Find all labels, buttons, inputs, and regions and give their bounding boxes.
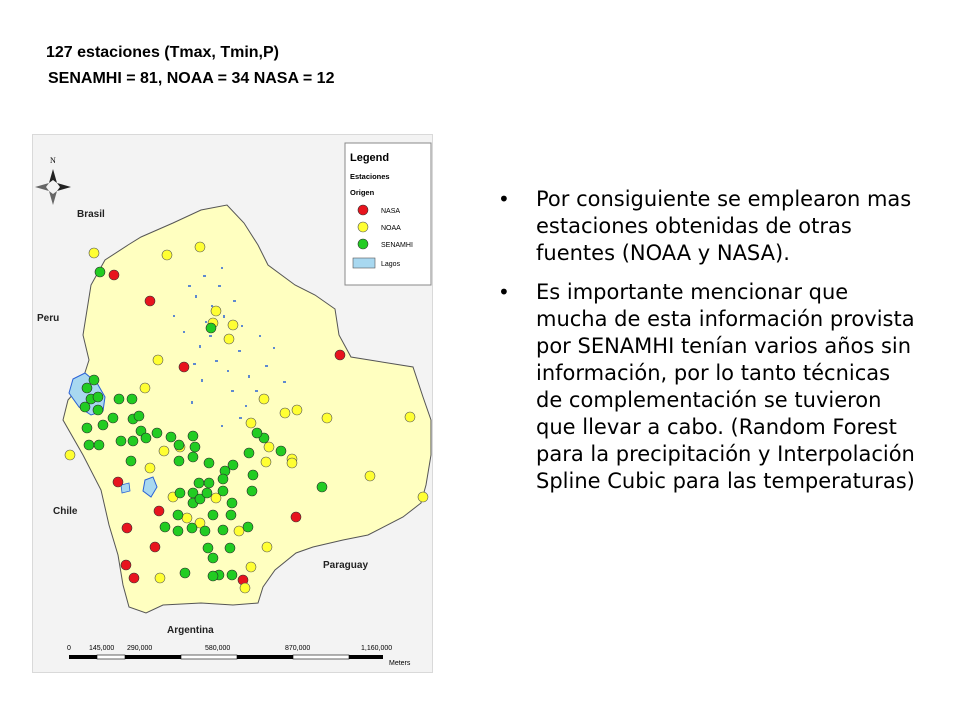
station-senamhi bbox=[225, 543, 235, 553]
station-senamhi bbox=[228, 460, 238, 470]
station-senamhi bbox=[190, 442, 200, 452]
station-senamhi bbox=[276, 446, 286, 456]
station-senamhi bbox=[180, 568, 190, 578]
legend-title: Legend bbox=[350, 152, 390, 164]
station-noaa bbox=[292, 405, 302, 415]
station-senamhi bbox=[202, 488, 212, 498]
station-senamhi bbox=[93, 392, 103, 402]
station-senamhi bbox=[95, 267, 105, 277]
station-senamhi bbox=[244, 448, 254, 458]
station-senamhi bbox=[206, 323, 216, 333]
station-nasa bbox=[291, 512, 301, 522]
station-senamhi bbox=[204, 478, 214, 488]
station-nasa bbox=[335, 350, 345, 360]
station-senamhi bbox=[174, 456, 184, 466]
station-noaa bbox=[405, 412, 415, 422]
station-senamhi bbox=[227, 498, 237, 508]
station-noaa bbox=[287, 458, 297, 468]
title-line-sources: SENAMHI = 81, NOAA = 34 NASA = 12 bbox=[48, 70, 335, 87]
station-senamhi bbox=[116, 436, 126, 446]
station-map bbox=[32, 134, 433, 673]
station-senamhi bbox=[128, 436, 138, 446]
station-senamhi bbox=[93, 405, 103, 415]
map-canvas bbox=[33, 135, 432, 672]
scale-tick: 0 bbox=[67, 645, 71, 652]
legend-label-lagos: Lagos bbox=[381, 261, 401, 268]
scale-seg bbox=[69, 655, 97, 659]
station-senamhi bbox=[208, 571, 218, 581]
station-senamhi bbox=[218, 486, 228, 496]
station-senamhi bbox=[200, 526, 210, 536]
station-senamhi bbox=[204, 458, 214, 468]
scale-seg bbox=[181, 655, 237, 659]
station-noaa bbox=[145, 463, 155, 473]
legend-swatch-senamhi bbox=[358, 239, 368, 249]
station-noaa bbox=[195, 242, 205, 252]
station-senamhi bbox=[226, 510, 236, 520]
station-noaa bbox=[228, 320, 238, 330]
legend-swatch-nasa bbox=[358, 205, 368, 215]
station-noaa bbox=[65, 450, 75, 460]
station-senamhi bbox=[208, 510, 218, 520]
label-paraguay: Paraguay bbox=[323, 560, 369, 571]
station-senamhi bbox=[134, 411, 144, 421]
bullet-list bbox=[496, 186, 916, 507]
station-noaa bbox=[162, 250, 172, 260]
station-nasa bbox=[145, 296, 155, 306]
slide-title bbox=[44, 40, 334, 92]
station-senamhi bbox=[188, 452, 198, 462]
station-noaa bbox=[259, 394, 269, 404]
station-noaa bbox=[365, 471, 375, 481]
station-senamhi bbox=[82, 383, 92, 393]
legend-label-nasa: NASA bbox=[381, 208, 401, 215]
station-nasa bbox=[121, 560, 131, 570]
station-senamhi bbox=[317, 482, 327, 492]
station-nasa bbox=[109, 270, 119, 280]
map-legend bbox=[345, 143, 431, 285]
station-senamhi bbox=[127, 394, 137, 404]
station-noaa bbox=[246, 418, 256, 428]
station-senamhi bbox=[84, 440, 94, 450]
scale-seg bbox=[349, 655, 383, 659]
scale-tick: 290,000 bbox=[127, 645, 153, 652]
legend-subtitle: Estaciones bbox=[350, 172, 390, 181]
station-noaa bbox=[418, 492, 428, 502]
bullet-item bbox=[496, 279, 916, 495]
station-senamhi bbox=[227, 570, 237, 580]
station-senamhi bbox=[208, 553, 218, 563]
station-senamhi bbox=[173, 510, 183, 520]
station-senamhi bbox=[174, 440, 184, 450]
label-chile: Chile bbox=[53, 506, 78, 517]
station-noaa bbox=[89, 248, 99, 258]
station-senamhi bbox=[80, 402, 90, 412]
station-senamhi bbox=[126, 456, 136, 466]
station-noaa bbox=[261, 457, 271, 467]
station-noaa bbox=[211, 306, 221, 316]
scale-unit: Meters bbox=[389, 660, 411, 667]
station-senamhi bbox=[108, 413, 118, 423]
station-noaa bbox=[140, 383, 150, 393]
north-label: N bbox=[50, 156, 56, 165]
station-senamhi bbox=[218, 474, 228, 484]
label-peru: Peru bbox=[37, 313, 60, 324]
legend-swatch-lagos bbox=[353, 258, 375, 268]
station-senamhi bbox=[175, 488, 185, 498]
station-senamhi bbox=[89, 375, 99, 385]
station-nasa bbox=[150, 542, 160, 552]
north-arrow bbox=[35, 156, 71, 205]
station-senamhi bbox=[141, 433, 151, 443]
station-noaa bbox=[240, 583, 250, 593]
legend-label-senamhi: SENAMHI bbox=[381, 242, 413, 249]
station-noaa bbox=[224, 334, 234, 344]
scale-seg bbox=[293, 655, 349, 659]
station-senamhi bbox=[114, 394, 124, 404]
station-noaa bbox=[280, 408, 290, 418]
station-senamhi bbox=[173, 526, 183, 536]
legend-swatch-noaa bbox=[358, 222, 368, 232]
legend-group: Origen bbox=[350, 188, 375, 197]
station-senamhi bbox=[94, 440, 104, 450]
scale-tick: 1,160,000 bbox=[361, 645, 393, 652]
station-nasa bbox=[122, 523, 132, 533]
station-noaa bbox=[153, 355, 163, 365]
scale-seg bbox=[237, 655, 293, 659]
station-senamhi bbox=[203, 543, 213, 553]
legend-label-noaa: NOAA bbox=[381, 225, 401, 232]
station-senamhi bbox=[243, 522, 253, 532]
bullet-item bbox=[496, 186, 916, 267]
station-noaa bbox=[246, 562, 256, 572]
station-noaa bbox=[264, 442, 274, 452]
scale-tick: 870,000 bbox=[285, 645, 311, 652]
title-line-stations: 127 estaciones (Tmax, Tmin,P) bbox=[46, 44, 279, 61]
label-argentina: Argentina bbox=[167, 625, 214, 636]
station-nasa bbox=[154, 506, 164, 516]
scale-tick: 145,000 bbox=[89, 645, 115, 652]
station-noaa bbox=[262, 542, 272, 552]
scale-seg bbox=[125, 655, 181, 659]
station-senamhi bbox=[248, 470, 258, 480]
station-senamhi bbox=[166, 432, 176, 442]
bullet-marker: • bbox=[498, 187, 510, 211]
bullet-text: Por consiguiente se emplearon mas estaciones obtenidas de otras fuentes (NOAA y NASA). bbox=[536, 187, 912, 265]
scale-bar bbox=[67, 645, 411, 667]
bullet-marker: • bbox=[498, 280, 510, 304]
station-nasa bbox=[179, 362, 189, 372]
station-senamhi bbox=[187, 523, 197, 533]
station-senamhi bbox=[218, 525, 228, 535]
scale-tick: 580,000 bbox=[205, 645, 231, 652]
station-noaa bbox=[322, 413, 332, 423]
station-nasa bbox=[129, 573, 139, 583]
station-senamhi bbox=[160, 522, 170, 532]
station-noaa bbox=[234, 526, 244, 536]
station-senamhi bbox=[152, 428, 162, 438]
scale-seg bbox=[97, 655, 125, 659]
station-senamhi bbox=[252, 428, 262, 438]
station-senamhi bbox=[247, 486, 257, 496]
station-noaa bbox=[159, 446, 169, 456]
station-senamhi bbox=[188, 431, 198, 441]
station-nasa bbox=[113, 477, 123, 487]
bullet-text: Es importante mencionar que mucha de esta información provista por SENAMHI tenían varios años sin información, por lo tanto técnicas de complementación se tuvieron que llevar a cabo. (Random Forest para la precipitación y Interpolación Spline Cubic para las temperaturas) bbox=[536, 280, 915, 493]
station-senamhi bbox=[98, 420, 108, 430]
station-noaa bbox=[182, 513, 192, 523]
station-senamhi bbox=[194, 478, 204, 488]
label-brasil: Brasil bbox=[77, 209, 105, 220]
station-noaa bbox=[155, 573, 165, 583]
station-senamhi bbox=[82, 423, 92, 433]
